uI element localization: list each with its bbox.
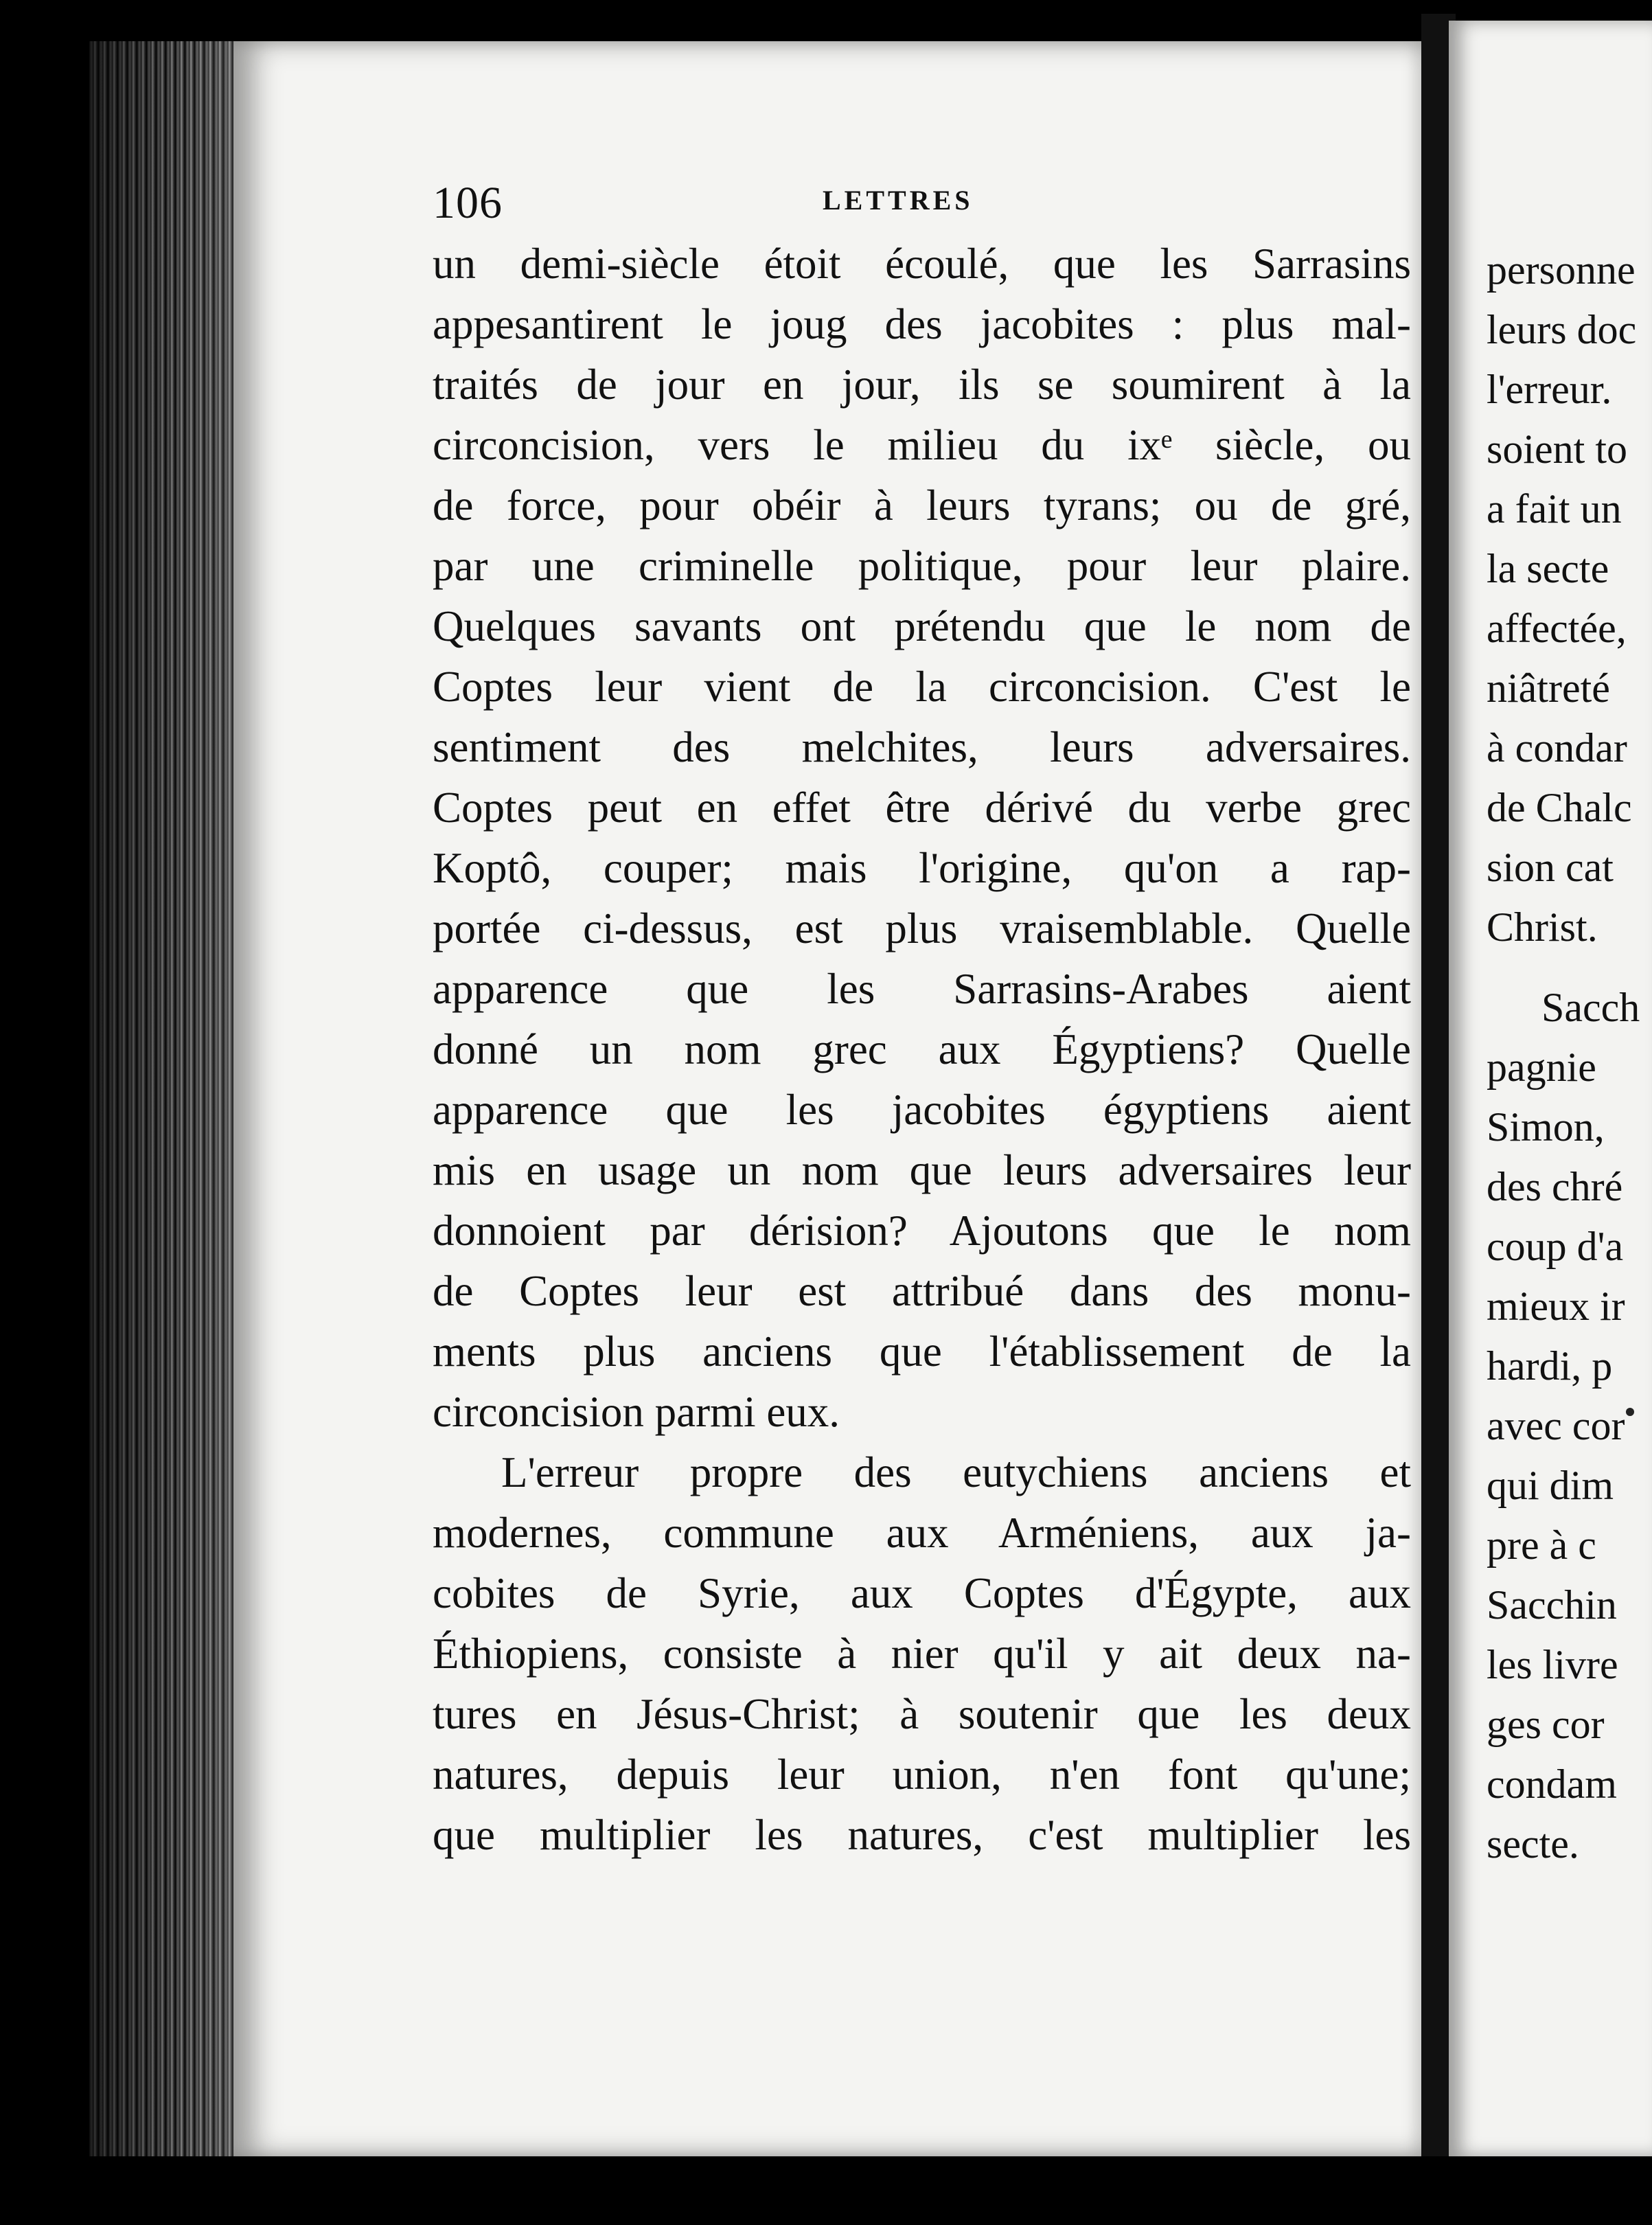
text-line: de force, pour obéir à leurs tyrans; ou de gré, (433, 481, 1411, 529)
paragraph-1 (433, 233, 1411, 1442)
right-page-text (1487, 240, 1652, 1874)
running-title: LETTRES (823, 185, 974, 216)
paragraph-2 (433, 1442, 1411, 1865)
fragment-line: soient to (1487, 426, 1627, 472)
paragraph-gap (1487, 957, 1652, 978)
fragment-line: leurs doc (1487, 307, 1637, 352)
fragment-line: des chré (1487, 1164, 1623, 1209)
text-line: mis en usage un nom que leurs adversaires leur (433, 1146, 1411, 1194)
text-line: natures, depuis leur union, n'en font qu'une; (433, 1750, 1411, 1799)
text-line: sentiment des melchites, leurs adversaires. (433, 723, 1411, 771)
text-line: Coptes leur vient de la circoncision. C'est le (433, 663, 1411, 711)
fragment-line: les livre (1487, 1642, 1618, 1687)
text-line: un demi-siècle étoit écoulé, que les Sarrasins (433, 240, 1411, 288)
text-line: Quelques savants ont prétendu que le nom de (433, 602, 1411, 650)
text-line: que multiplier les natures, c'est multiplier les (433, 1811, 1411, 1859)
text-line: portée ci-dessus, est plus vraisemblable. Quelle (433, 904, 1411, 952)
text-line: L'erreur propre des eutychiens anciens et (501, 1448, 1411, 1496)
text-line: Κoptô, couper; mais l'origine, qu'on a rap- (433, 844, 1411, 892)
fragment-line: pre à c (1487, 1522, 1596, 1568)
fragment-line: personne (1487, 247, 1636, 293)
page-number: 106 (433, 178, 503, 228)
text-line: par une criminelle politique, pour leur plaire. (433, 542, 1411, 590)
text-line: modernes, commune aux Arméniens, aux ja- (433, 1509, 1411, 1557)
fragment-line: mieux ir (1487, 1283, 1625, 1329)
fragment-line: a fait un (1487, 486, 1622, 532)
fragment-line: qui dim (1487, 1463, 1614, 1508)
fragment-line: niâtreté (1487, 665, 1610, 711)
text-line: donnoient par dérision? Ajoutons que le nom (433, 1207, 1411, 1255)
fragment-line: secte. (1487, 1821, 1579, 1867)
text-line: de Coptes leur est attribué dans des monu- (433, 1267, 1411, 1315)
fragment-line: Simon, (1487, 1104, 1605, 1150)
fragment-line: coup d'a (1487, 1224, 1624, 1269)
main-text-body (433, 233, 1411, 1865)
fragment-line: Christ. (1487, 904, 1598, 950)
text-line: ments plus anciens que l'établissement de la (433, 1327, 1411, 1376)
fragment-line: la secte (1487, 546, 1609, 591)
text-line: donné un nom grec aux Égyptiens? Quelle (433, 1025, 1411, 1073)
fragment-line: condam (1487, 1761, 1617, 1807)
fragment-line: ges cor (1487, 1702, 1605, 1747)
fragment-line: hardi, p (1487, 1343, 1613, 1389)
fragment-line: l'erreur. (1487, 367, 1612, 412)
fragment-line: affectée, (1487, 606, 1627, 651)
fragment-line: pagnie (1487, 1045, 1596, 1090)
spine-shadow (89, 41, 247, 2156)
text-line: Coptes peut en effet être dérivé du verbe grec (433, 784, 1411, 832)
text-line: traités de jour en jour, ils se soumirent à la (433, 361, 1411, 409)
fragment-line: Sacchin (1487, 1582, 1617, 1628)
text-line: cobites de Syrie, aux Coptes d'Égypte, aux (433, 1569, 1411, 1617)
fragment-line: sion cat (1487, 845, 1614, 890)
text-line: apparence que les Sarrasins-Arabes aient (433, 965, 1411, 1013)
text-line: circoncision parmi eux. (433, 1388, 840, 1436)
text-line: Éthiopiens, consiste à nier qu'il y ait deux na- (433, 1630, 1411, 1678)
fragment-line: Sacch (1541, 985, 1640, 1030)
text-line: circoncision, vers le milieu du ixᵉ siècle, ou (433, 421, 1411, 469)
text-line: appesantirent le joug des jacobites : plus mal- (433, 300, 1411, 348)
fragment-line: avec cor (1487, 1403, 1625, 1448)
text-line: tures en Jésus-Christ; à soutenir que les deux (433, 1690, 1411, 1738)
speck-mark (1626, 1408, 1634, 1416)
text-line: apparence que les jacobites égyptiens aient (433, 1086, 1411, 1134)
fragment-line: de Chalc (1487, 785, 1632, 830)
fragment-line: à condar (1487, 725, 1627, 771)
